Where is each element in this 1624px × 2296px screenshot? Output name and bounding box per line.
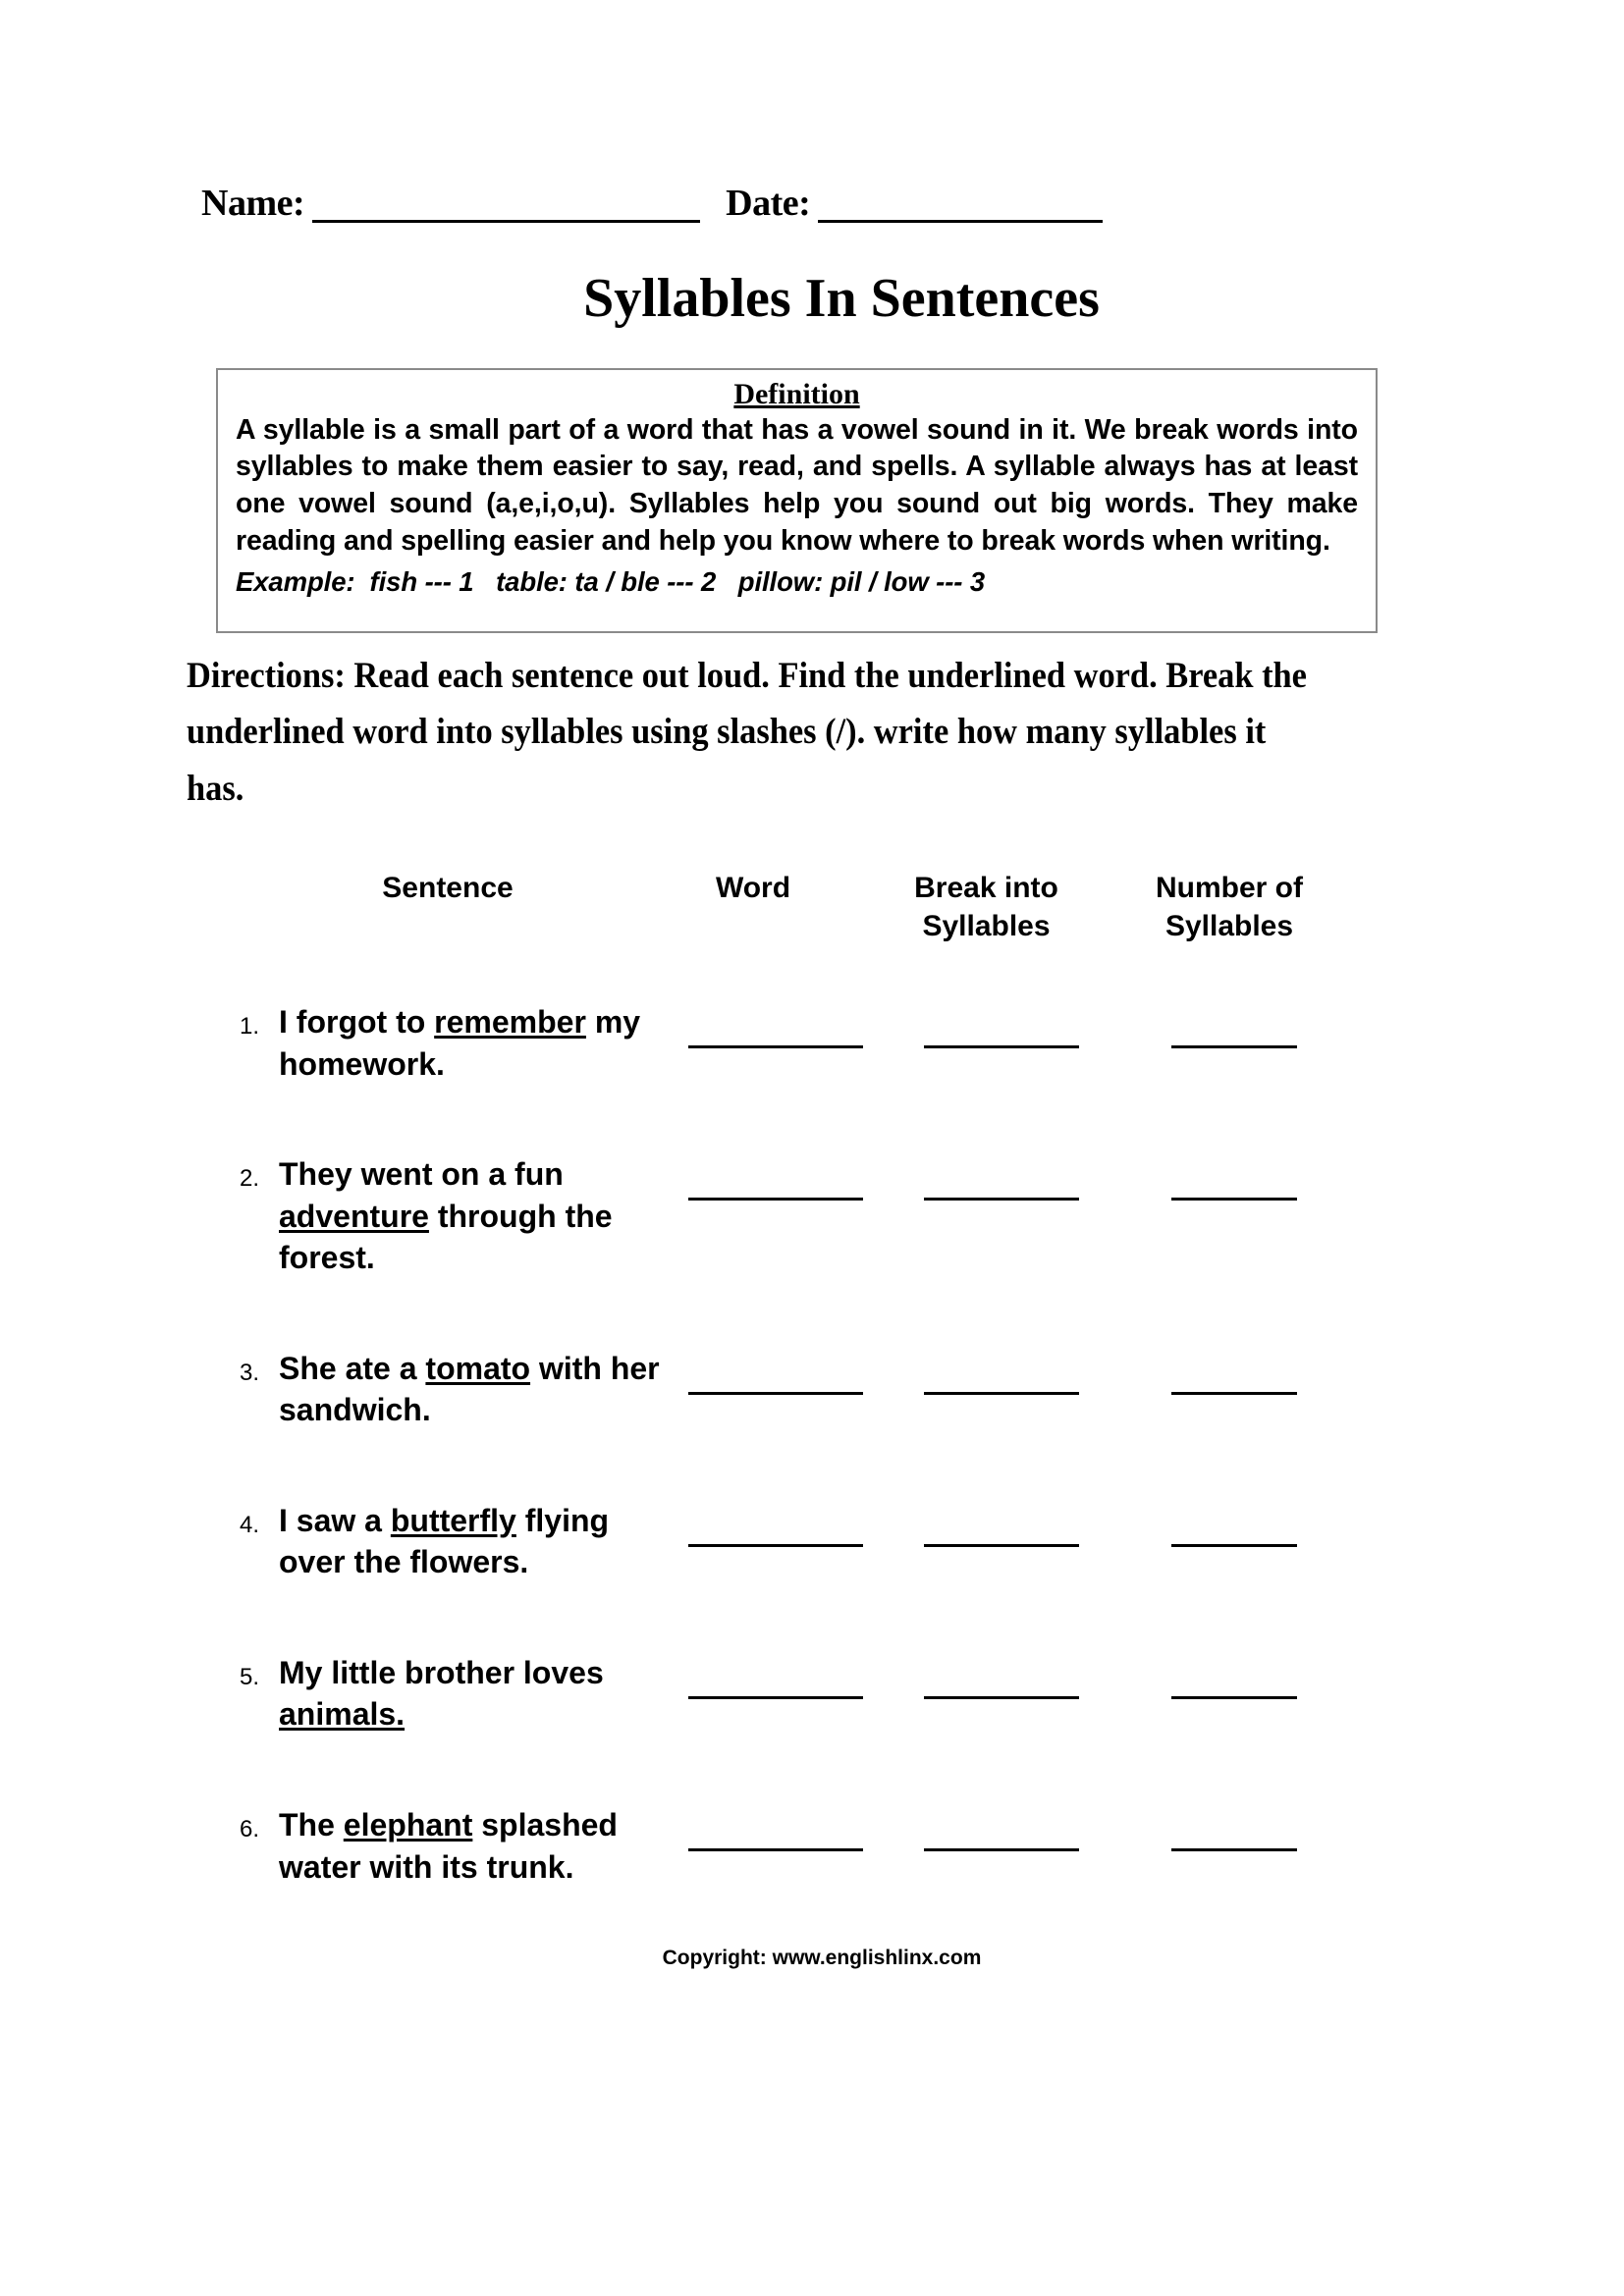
sentence-after: through the forest. bbox=[279, 1198, 613, 1276]
answer-count-rule[interactable] bbox=[1171, 1355, 1297, 1395]
sentence-underlined-word: remember bbox=[434, 1004, 586, 1040]
answer-break[interactable] bbox=[891, 1153, 1111, 1201]
answer-count[interactable] bbox=[1111, 1348, 1357, 1395]
table-row bbox=[226, 1153, 1404, 1279]
sentence-underlined-word: adventure bbox=[279, 1198, 429, 1234]
answer-break[interactable] bbox=[891, 1652, 1111, 1699]
answer-count-rule[interactable] bbox=[1171, 1507, 1297, 1547]
answer-break[interactable] bbox=[891, 1001, 1111, 1048]
answer-break-rule[interactable] bbox=[924, 1659, 1079, 1699]
answer-count[interactable] bbox=[1111, 1804, 1357, 1851]
question-number: 1. bbox=[239, 1013, 259, 1040]
answer-word[interactable] bbox=[660, 1153, 891, 1201]
table-row bbox=[226, 1348, 1404, 1431]
sentence-underlined-word: animals. bbox=[279, 1696, 406, 1733]
answer-count[interactable] bbox=[1111, 1001, 1357, 1048]
column-header-number-line2: Syllables bbox=[1164, 910, 1294, 942]
name-label: Name: bbox=[201, 183, 305, 224]
directions-text: Directions: Read each sentence out loud. Find the underlined word. Break the underlined word into syllables using slashes (/). write how many syllables it has. bbox=[187, 656, 1307, 809]
answer-word[interactable] bbox=[660, 1500, 891, 1547]
answer-count-rule[interactable] bbox=[1171, 1160, 1297, 1201]
answer-word[interactable] bbox=[660, 1652, 891, 1699]
sentence-underlined-word: tomato bbox=[425, 1350, 531, 1386]
table-column-headers bbox=[255, 869, 1394, 945]
answer-word-rule[interactable] bbox=[688, 1507, 863, 1547]
column-header-sentence: Sentence bbox=[382, 872, 514, 904]
name-date-row bbox=[201, 182, 1399, 225]
column-header-break-line1: Break into bbox=[914, 872, 1058, 904]
answer-word-rule[interactable] bbox=[688, 1355, 863, 1395]
answer-word[interactable] bbox=[660, 1348, 891, 1395]
answer-word[interactable] bbox=[660, 1804, 891, 1851]
answer-count[interactable] bbox=[1111, 1500, 1357, 1547]
question-list bbox=[226, 1001, 1404, 1888]
sentence-before: I saw a bbox=[279, 1502, 391, 1538]
column-header-break-line2: Syllables bbox=[922, 910, 1051, 942]
answer-count[interactable] bbox=[1111, 1652, 1357, 1699]
question-number: 6. bbox=[239, 1816, 259, 1843]
sentence-before: My little brother loves bbox=[279, 1654, 604, 1690]
definition-body bbox=[218, 410, 1376, 561]
answer-word-rule[interactable] bbox=[688, 1811, 863, 1851]
table-row bbox=[226, 1652, 1404, 1735]
column-header-number-line1: Number of bbox=[1156, 872, 1303, 904]
question-sentence bbox=[267, 1001, 660, 1085]
sentence-underlined-word: butterfly bbox=[390, 1502, 516, 1538]
question-number: 4. bbox=[239, 1511, 259, 1538]
question-sentence bbox=[267, 1652, 660, 1735]
page-title: Syllables In Sentences bbox=[583, 268, 1100, 329]
column-header-break-into-syllables bbox=[866, 869, 1107, 945]
name-input[interactable] bbox=[312, 190, 700, 223]
date-label: Date: bbox=[726, 183, 811, 224]
sentence-after: flying over the flowers. bbox=[279, 1502, 610, 1580]
answer-word-rule[interactable] bbox=[688, 1659, 863, 1699]
answer-break[interactable] bbox=[891, 1348, 1111, 1395]
answer-count-rule[interactable] bbox=[1171, 1008, 1297, 1048]
answer-break-rule[interactable] bbox=[924, 1811, 1079, 1851]
answer-break-rule[interactable] bbox=[924, 1008, 1079, 1048]
definition-heading: Definition bbox=[733, 378, 860, 410]
answer-word-rule[interactable] bbox=[688, 1008, 863, 1048]
sentence-before: They went on a fun bbox=[279, 1156, 564, 1193]
question-sentence bbox=[267, 1348, 660, 1431]
table-row bbox=[226, 1500, 1404, 1583]
definition-box bbox=[216, 368, 1378, 633]
sentence-after: splashed water with its trunk. bbox=[279, 1807, 618, 1885]
answer-count[interactable] bbox=[1111, 1153, 1357, 1201]
answer-word-rule[interactable] bbox=[688, 1160, 863, 1201]
date-input[interactable] bbox=[818, 190, 1103, 223]
sentence-before: She ate a bbox=[279, 1350, 426, 1386]
definition-example: Example: fish --- 1 table: ta / ble --- 2 pillow: pil / low --- 3 bbox=[236, 566, 986, 598]
answer-break[interactable] bbox=[891, 1500, 1111, 1547]
sentence-after: my homework. bbox=[279, 1004, 641, 1082]
answer-break-rule[interactable] bbox=[924, 1160, 1079, 1201]
question-sentence bbox=[267, 1804, 660, 1888]
column-header-number-of-syllables bbox=[1107, 869, 1352, 945]
definition-body-text: A syllable is a small part of a word that has a vowel sound in it. We break words into syllables to make them easier to say, read, and spells. A syllable always has at least one vowel sound (a,e,i,o,u). Syllables help you sound out big words. They make reading and spelling easier and help you know where to break words when writing. bbox=[236, 413, 1358, 558]
answer-count-rule[interactable] bbox=[1171, 1659, 1297, 1699]
answer-break-rule[interactable] bbox=[924, 1507, 1079, 1547]
answer-break[interactable] bbox=[891, 1804, 1111, 1851]
sentence-after: with her sandwich. bbox=[279, 1350, 660, 1428]
question-number: 2. bbox=[239, 1165, 259, 1193]
question-number: 5. bbox=[239, 1663, 259, 1690]
copyright-notice: Copyright: www.englishlinx.com bbox=[662, 1947, 982, 1969]
sentence-underlined-word: elephant bbox=[343, 1807, 473, 1843]
column-header-word: Word bbox=[715, 872, 791, 904]
question-number: 3. bbox=[239, 1359, 259, 1386]
sentence-before: I forgot to bbox=[279, 1004, 435, 1040]
question-sentence bbox=[267, 1153, 660, 1279]
answer-break-rule[interactable] bbox=[924, 1355, 1079, 1395]
answer-word[interactable] bbox=[660, 1001, 891, 1048]
question-sentence bbox=[267, 1500, 660, 1583]
table-row bbox=[226, 1001, 1404, 1085]
table-row bbox=[226, 1804, 1404, 1888]
sentence-before: The bbox=[279, 1807, 344, 1843]
answer-count-rule[interactable] bbox=[1171, 1811, 1297, 1851]
